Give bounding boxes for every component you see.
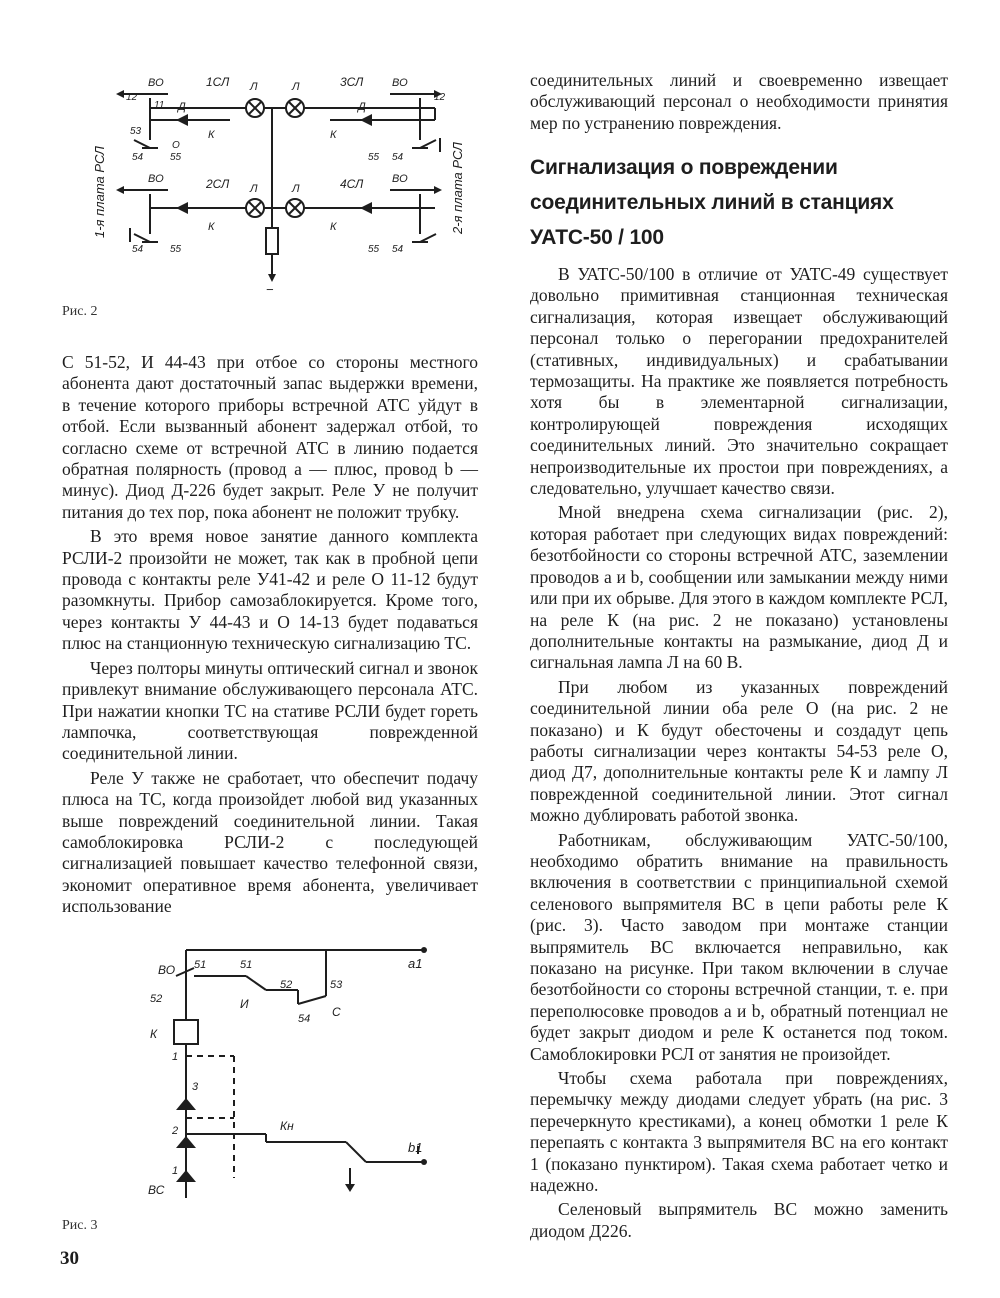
fig1-label-d-2: Д <box>358 101 366 113</box>
right-paragraph-4: Работникам, обслуживающим УАТС-50/100, необходимо обратить внимание на правильность включения в соответствии с принципиальной схемой селенового выпрямителя ВС в цепи работы реле К (рис. 3). Часто заводом при монтаже станции выпрямитель ВС включается неправильно, как показано на рисунке. При таком включении в случае безотбойности со стороны встречной станции, т. е. при переполюсовке проводов а и b, обратный потенциал не будет закрыт диодом и реле К останется под током. Самоблокировки РСЛ от занятия не произойдет. <box>530 829 948 1064</box>
fig1-label-l-4: Л <box>292 183 300 195</box>
fig3-label-kn: Кн <box>280 1119 294 1133</box>
fig3-num-52b: 52 <box>280 979 293 991</box>
figure-3-caption: Рис. 3 <box>62 1218 98 1233</box>
fig3-label-c: С <box>332 1005 341 1019</box>
fig3-label-i: И <box>240 997 249 1011</box>
heading-line-2: соединительных линий в станциях <box>530 191 894 214</box>
fig1-label-2sl: 2СЛ <box>206 177 230 191</box>
fig1-num-55-br: 55 <box>368 244 380 255</box>
fig3-num-2: 2 <box>172 1125 179 1137</box>
fig1-side-right: 2-я плата РСЛ <box>450 142 465 234</box>
fig1-label-vo-4: ВО <box>392 173 408 185</box>
fig1-label-vo-1: ВО <box>148 77 164 89</box>
heading-line-3: УАТС-50 / 100 <box>530 226 664 249</box>
fig3-num-54: 54 <box>298 1013 311 1025</box>
fig3-num-1b: 1 <box>172 1165 179 1177</box>
left-paragraph-3: Через полторы минуты оптический сигнал и звонок привлекут внимание обслуживающего персонала АТС. При нажатии кнопки ТС на стативе РСЛИ будет гореть лампочка, соответствующая поврежденной соединительной линии. <box>62 657 478 764</box>
right-column <box>530 264 948 1242</box>
page-number: 30 <box>60 1248 79 1269</box>
fig1-side-left: 1-я плата РСЛ <box>92 146 107 238</box>
left-paragraph-4: Реле У также не сработает, что обеспечит подачу плюса на ТС, когда произойдет любой вид указанных выше повреждений соединительной линии. Такая самоблокировка РСЛИ-2 с последующей сигнализацией повышает качество телефонной связи, экономит оперативное время абонента, увеличивает использование <box>62 767 478 917</box>
fig1-num-55-b: 55 <box>170 244 182 255</box>
fig1-label-vo-3: ВО <box>392 77 408 89</box>
fig1-num-54-r: 54 <box>392 152 404 163</box>
right-column-top <box>530 70 948 134</box>
fig3-label-vs: ВС <box>148 1183 165 1197</box>
fig1-label-k-1: К <box>208 129 215 141</box>
right-paragraph-2: Мной внедрена схема сигнализации (рис. 2), которая работает при следующих видах повреждений: безотбойности со стороны встречной АТС, заземлении проводов а и b, сообщении или замыкании между ними или при их обрыве. Для этого в каждом комплекте РСЛ, на реле К (на рис. 2 не показано) установлены дополнительные контакты на размыкание, диод Д и сигнальная лампа Л на 60 В. <box>530 502 948 673</box>
section-heading <box>530 150 950 255</box>
left-paragraph-2: В это время новое занятие данного комплекта РСЛИ-2 произойти не может, так как в пробной цепи провода с контакты реле У41-42 и реле О 11-12 будут разомкнуты. Прибор самозаблокируется. Кроме того, через контакты У 44-43 и О 14-13 будет подаваться плюс на станционную техническую сигнализацию ТС. <box>62 526 478 654</box>
fig1-label-k-2: К <box>330 129 337 141</box>
left-paragraph-1: С 51-52, И 44-43 при отбое со стороны местного абонента дают достаточный запас выдержки времени, в течение которого приборы встречной АТС уйдут в отбой. Если вызванный абонент задержал отбой, то согласно схеме от встречной АТС в линию подается обратная полярность (провод а — плюс, провод b — минус). Диод Д-226 будет закрыт. Реле У не получит питания до тех пор, пока абонент не положит трубку. <box>62 352 478 522</box>
fig1-num-11: 11 <box>154 100 165 111</box>
fig1-label-d-1: Д <box>178 101 186 113</box>
heading-line-1: Сигнализация о повреждении <box>530 156 838 179</box>
fig1-num-55-r: 55 <box>368 152 380 163</box>
fig1-num-54: 54 <box>132 152 144 163</box>
fig1-num-12: 12 <box>126 92 138 103</box>
fig1-label-vo-2: ВО <box>148 173 164 185</box>
fig3-num-1a: 1 <box>172 1051 179 1063</box>
fig1-label-3sl: 3СЛ <box>340 75 364 89</box>
fig1-minus: − <box>266 282 274 296</box>
fig1-num-55: 55 <box>170 152 182 163</box>
fig3-label-k: К <box>150 1027 158 1041</box>
right-paragraph-3: При любом из указанных повреждений соединительной линии оба реле О (на рис. 2 не показано) и К будут обесточены и создадут цепь работы сигнализации через контакты 54-53 реле О, диод Д7, дополнительные контакты реле К и лампу Л поврежденной соединительной линии. Этот сигнал можно дублировать работой звонка. <box>530 676 948 826</box>
fig1-num-12-r: 12 <box>434 92 446 103</box>
fig3-num-51a: 51 <box>194 959 207 971</box>
fig3-label-a1: а1 <box>408 956 423 971</box>
fig3-num-51b: 51 <box>240 959 253 971</box>
fig1-label-k-4: К <box>330 221 337 233</box>
figure-2-caption: Рис. 2 <box>62 304 98 319</box>
fig3-label-vo: ВО <box>158 963 176 977</box>
fig1-label-k-3: К <box>208 221 215 233</box>
fig3-label-b1: b1 <box>408 1140 423 1155</box>
fig1-label-o: О <box>172 140 180 151</box>
fig3-num-3: 3 <box>192 1081 199 1093</box>
left-column <box>62 352 478 918</box>
fig1-label-l-2: Л <box>292 81 300 93</box>
fig1-num-54-br: 54 <box>392 244 404 255</box>
fig1-label-l-3: Л <box>250 183 258 195</box>
fig1-num-53: 53 <box>130 126 142 137</box>
fig1-label-1sl: 1СЛ <box>206 75 230 89</box>
fig3-num-52a: 52 <box>150 993 163 1005</box>
fig3-num-53: 53 <box>330 979 343 991</box>
figure-3-schematic <box>136 938 456 1198</box>
right-paragraph-6: Селеновый выпрямитель ВС можно заменить диодом Д226. <box>530 1199 948 1241</box>
right-top-paragraph: соединительных линий и своевременно извещает обслуживающий персонал о необходимости принятия мер по устранению повреждения. <box>530 70 948 133</box>
figure-2-schematic <box>90 68 480 296</box>
fig1-label-l-1: Л <box>250 81 258 93</box>
right-paragraph-5: Чтобы схема работала при повреждениях, перемычку между диодами следует убрать (на рис. 3 перечеркнуто крестиками), а конец обмотки 1 реле К перепаять с контакта 3 выпрямителя ВС на его контакт 1 (показано пунктиром). Такая схема работает четко и надежно. <box>530 1068 948 1196</box>
fig1-num-54-b: 54 <box>132 244 144 255</box>
right-paragraph-1: В УАТС-50/100 в отличие от УАТС-49 существует довольно примитивная станционная техническая сигнализация, которая извещает обслуживающий персонал только о перегорании предохранителей (стативных, индивидуальных) и срабатывании термозащиты. На практике же появляется потребность хотя бы в элементарной сигнализации, контролирующей повреждения исходящих соединительных линий. Это значительно сокращает непроизводительные их простои при повреждениях, а следовательно, улучшает качество связи. <box>530 264 948 499</box>
fig1-label-4sl: 4СЛ <box>340 177 364 191</box>
